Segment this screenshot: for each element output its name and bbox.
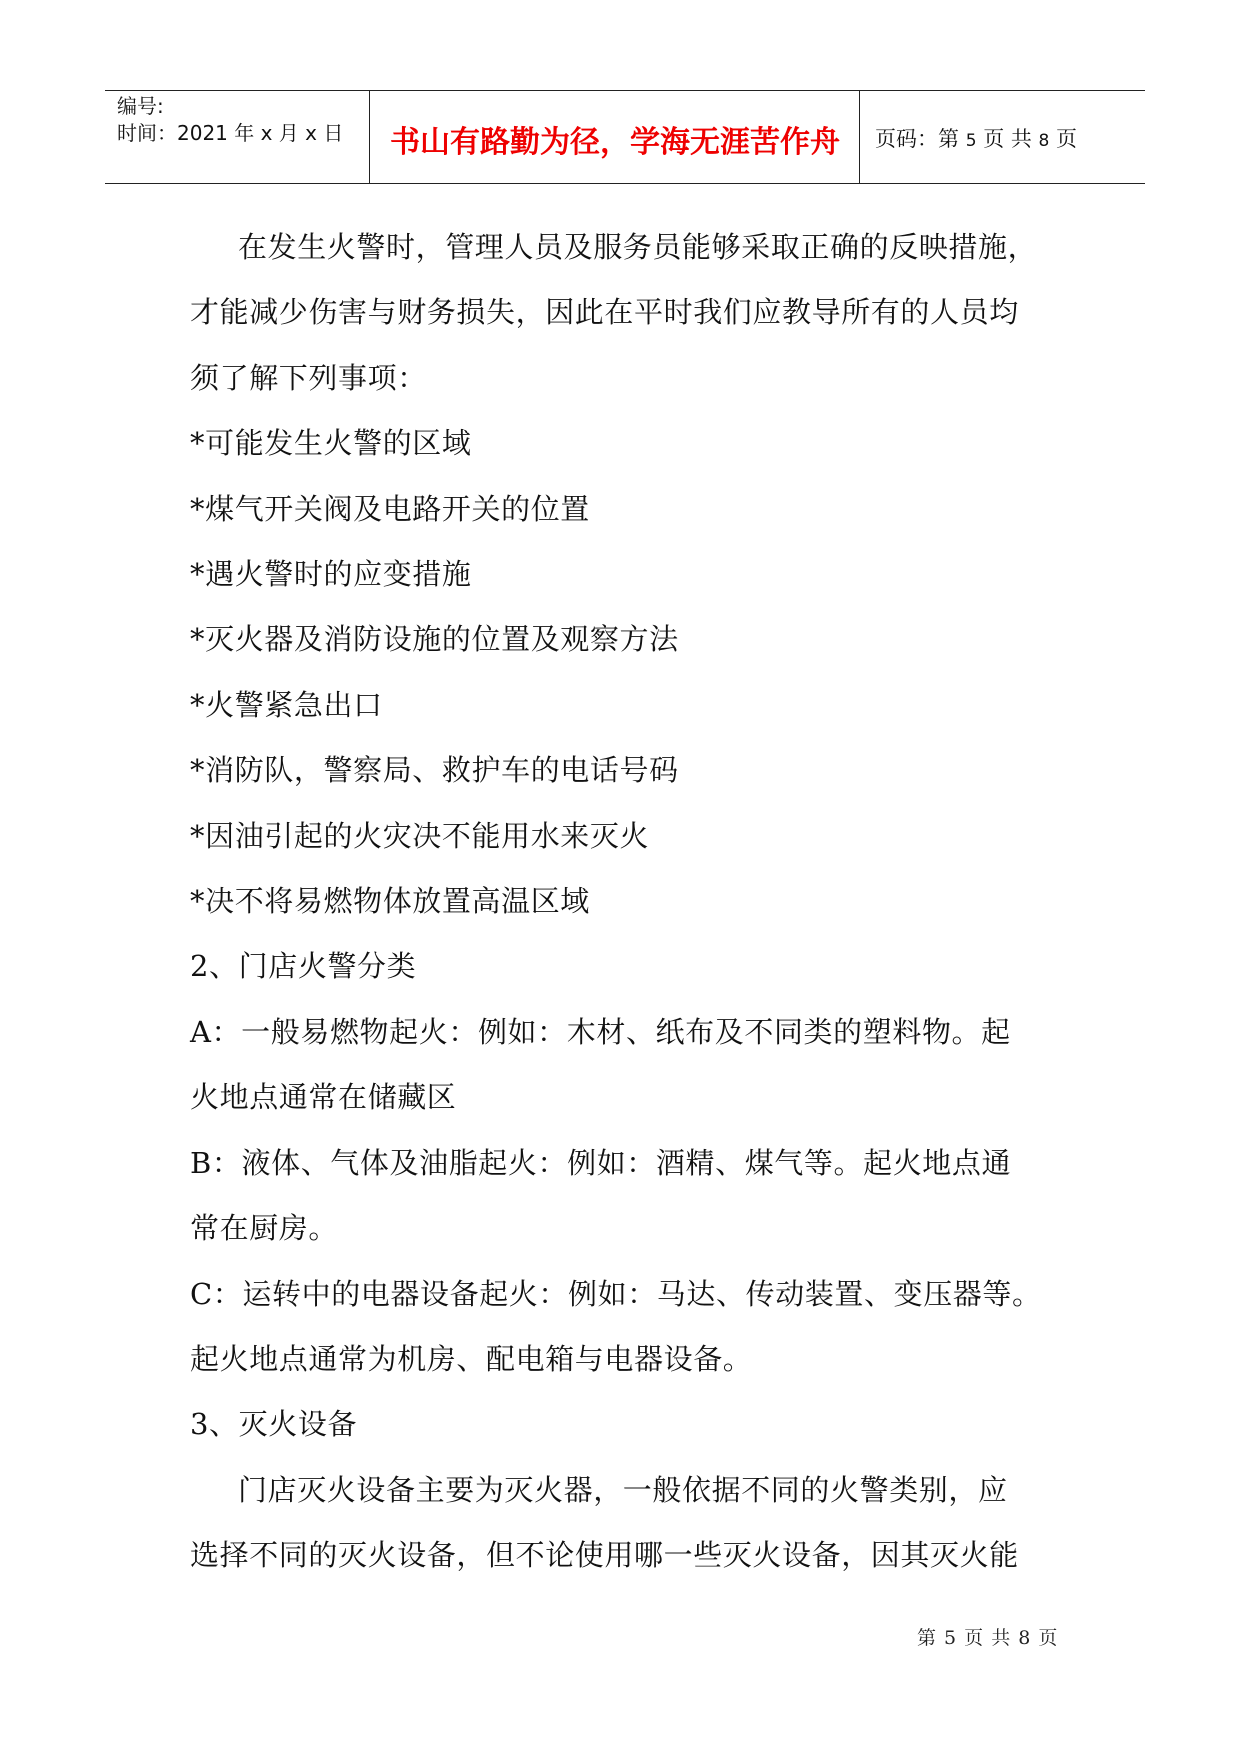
bullet-item: *消防队，警察局、救护车的电话号码 — [190, 753, 679, 788]
bullet-item: *煤气开关阀及电路开关的位置 — [190, 491, 590, 526]
section-heading: 2、门店火警分类 — [190, 949, 417, 984]
body-paragraph-line: C：运转中的电器设备起火：例如：马达、传动装置、变压器等。 — [190, 1276, 1042, 1311]
page-suffix: 页 — [1049, 127, 1078, 151]
header-divider-left — [369, 91, 370, 183]
body-paragraph-line: 须了解下列事项： — [190, 360, 427, 395]
bullet-item: *火警紧急出口 — [190, 687, 383, 722]
page-footer: 第 5 页 共 8 页 — [917, 1627, 1059, 1649]
body-paragraph-line: 选择不同的灭火设备，但不论使用哪一些灭火设备，因其灭火能 — [190, 1538, 1019, 1573]
document-body — [190, 215, 1070, 1589]
body-paragraph-line: 才能减少伤害与财务损失，因此在平时我们应教导所有的人员均 — [190, 295, 1019, 330]
bullet-item: *因油引起的火灾决不能用水来灭火 — [190, 818, 650, 853]
document-time-label: 时间：2021 年 x 月 x 日 — [117, 121, 344, 145]
page-mid: 页 共 — [976, 127, 1039, 151]
page-current: 5 — [965, 131, 977, 151]
body-paragraph-line: 门店灭火设备主要为灭火器，一般依据不同的火警类别，应 — [238, 1472, 1008, 1507]
header-divider-right — [859, 91, 860, 183]
page-prefix: 页码：第 — [875, 127, 966, 151]
document-number-label: 编号: — [117, 94, 164, 118]
document-header — [105, 90, 1145, 184]
header-page-number — [875, 123, 1077, 153]
body-paragraph-line: 常在厨房。 — [190, 1211, 339, 1246]
header-motto: 书山有路勤为径，学海无涯苦作舟 — [390, 125, 840, 160]
bullet-item: *灭火器及消防设施的位置及观察方法 — [190, 622, 679, 657]
body-paragraph-line: 起火地点通常为机房、配电箱与电器设备。 — [190, 1341, 753, 1376]
section-heading: 3、灭火设备 — [190, 1407, 358, 1442]
body-paragraph-line: A：一般易燃物起火：例如：木材、纸布及不同类的塑料物。起 — [190, 1014, 1011, 1049]
page-total: 8 — [1038, 131, 1050, 151]
body-paragraph-line: 在发生火警时，管理人员及服务员能够采取正确的反映措施， — [238, 230, 1038, 264]
header-meta — [117, 91, 367, 183]
bullet-item: *决不将易燃物体放置高温区域 — [190, 884, 590, 919]
body-paragraph-line: B：液体、气体及油脂起火：例如：酒精、煤气等。起火地点通 — [190, 1145, 1012, 1180]
bullet-item: *可能发生火警的区域 — [190, 426, 472, 461]
body-paragraph-line: 火地点通常在储藏区 — [190, 1080, 457, 1115]
bullet-item: *遇火警时的应变措施 — [190, 557, 472, 592]
